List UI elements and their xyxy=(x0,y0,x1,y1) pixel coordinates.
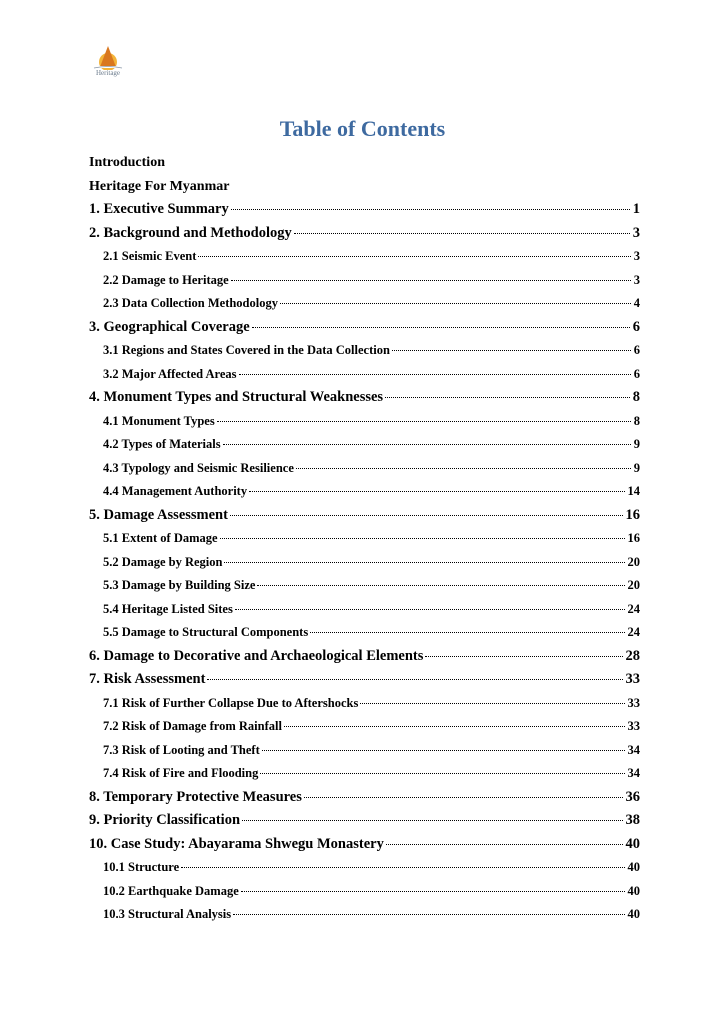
toc-entry-label: 2.3 Data Collection Methodology xyxy=(103,296,278,310)
toc-entry-page-number: 24 xyxy=(627,601,640,616)
toc-entry[interactable] xyxy=(89,598,640,622)
toc-entry-label: 8. Temporary Protective Measures xyxy=(89,788,302,805)
toc-entry[interactable] xyxy=(89,692,640,716)
toc-entry-label: 3.1 Regions and States Covered in the Data Collection xyxy=(103,343,390,357)
dot-leader xyxy=(230,515,623,516)
toc-entry-label: 10.3 Structural Analysis xyxy=(103,907,232,921)
toc-entry-label: 10.1 Structure xyxy=(103,860,180,874)
toc-entry[interactable] xyxy=(89,292,640,316)
dot-leader xyxy=(425,656,622,657)
dot-leader xyxy=(181,867,624,868)
toc-entry[interactable] xyxy=(89,856,640,880)
dot-leader xyxy=(260,773,624,774)
toc-entry[interactable] xyxy=(89,527,640,551)
toc-entry-page-number: 33 xyxy=(627,719,640,733)
toc-entry-label: 9. Priority Classification xyxy=(89,812,241,828)
dot-leader xyxy=(304,797,623,798)
toc-entry[interactable] xyxy=(89,457,640,481)
toc-entry-label: 2.2 Damage to Heritage xyxy=(103,272,229,287)
toc-entry[interactable] xyxy=(89,339,640,363)
toc-entry-label: 4.4 Management Authority xyxy=(103,484,248,498)
dot-leader xyxy=(310,632,624,633)
dot-leader xyxy=(262,750,625,751)
dot-leader xyxy=(296,468,631,469)
toc-entry[interactable] xyxy=(89,504,640,528)
toc-entry-page-number: 16 xyxy=(627,531,640,545)
toc-entry-label: 5.3 Damage by Building Size xyxy=(103,578,256,592)
logo-text: Heritage xyxy=(95,69,121,77)
toc-entry-page-number: 40 xyxy=(625,835,640,852)
toc-entry-label: 4.1 Monument Types xyxy=(103,413,215,428)
toc-entry[interactable] xyxy=(89,880,640,904)
toc-entry-label: 3.2 Major Affected Areas xyxy=(103,366,237,381)
dot-leader xyxy=(242,820,622,821)
toc-entry-page-number: 34 xyxy=(627,742,640,757)
dot-leader xyxy=(257,585,624,586)
toc-entry[interactable] xyxy=(89,480,640,504)
toc-entry[interactable] xyxy=(89,433,640,457)
toc-entry[interactable] xyxy=(89,222,640,246)
dot-leader xyxy=(284,726,625,727)
toc-entry-page-number: 9 xyxy=(633,460,640,475)
toc-entry-label: 5.1 Extent of Damage xyxy=(103,531,218,545)
dot-leader xyxy=(360,703,624,704)
toc-entry-label: 3. Geographical Coverage xyxy=(89,318,250,335)
toc-entry[interactable] xyxy=(89,715,640,739)
toc-entry-page-number: 8 xyxy=(633,413,640,428)
toc-entry[interactable] xyxy=(89,316,640,340)
toc-entry-page-number: 38 xyxy=(625,812,640,828)
toc-entry[interactable] xyxy=(89,786,640,810)
toc-entry[interactable] xyxy=(89,833,640,857)
toc-entry-label: 4.2 Types of Materials xyxy=(103,437,221,451)
dot-leader xyxy=(224,562,624,563)
toc-entry-page-number: 1 xyxy=(632,201,640,217)
toc-entry-label: 7.1 Risk of Further Collapse Due to Aftershocks xyxy=(103,695,359,710)
toc-entry-page-number: 8 xyxy=(632,389,640,405)
toc-entry[interactable] xyxy=(89,668,640,692)
toc-entry[interactable] xyxy=(89,762,640,786)
toc-entry-page-number: 3 xyxy=(633,249,640,263)
toc-entry-page-number: 28 xyxy=(625,647,640,664)
toc-entry-label: 7.4 Risk of Fire and Flooding xyxy=(103,766,259,780)
toc-entry[interactable] xyxy=(89,645,640,669)
toc-entry-label: 4.3 Typology and Seismic Resilience xyxy=(103,460,294,475)
toc-entry-page-number: 33 xyxy=(627,695,640,710)
toc-entry-page-number: 36 xyxy=(625,788,640,805)
dot-leader xyxy=(392,350,631,351)
table-of-contents xyxy=(89,151,640,927)
dot-leader xyxy=(252,327,630,328)
toc-entry[interactable] xyxy=(89,269,640,293)
toc-entry-page-number: 33 xyxy=(625,671,640,687)
dot-leader xyxy=(217,421,631,422)
toc-entry-page-number: 34 xyxy=(627,766,640,780)
toc-entry-page-number: 20 xyxy=(627,578,640,592)
dot-leader xyxy=(231,280,631,281)
dot-leader xyxy=(223,444,631,445)
toc-entry-page-number: 6 xyxy=(633,343,640,357)
toc-entry-label: 1. Executive Summary xyxy=(89,201,229,217)
toc-entry-page-number: 24 xyxy=(627,625,640,639)
toc-entry-page-number: 6 xyxy=(632,318,640,335)
toc-entry-heritage-for-myanmar[interactable]: Heritage For Myanmar xyxy=(89,178,230,194)
toc-entry-page-number: 40 xyxy=(627,883,640,898)
toc-entry[interactable] xyxy=(89,386,640,410)
toc-entry-page-number: 16 xyxy=(625,506,640,523)
toc-entry-page-number: 3 xyxy=(633,272,640,287)
dot-leader xyxy=(385,397,630,398)
toc-entry-introduction[interactable]: Introduction xyxy=(89,155,165,170)
toc-entry-label: 10.2 Earthquake Damage xyxy=(103,883,239,898)
dot-leader xyxy=(239,374,631,375)
toc-entry[interactable] xyxy=(89,903,640,927)
toc-entry-page-number: 14 xyxy=(627,484,640,498)
page-title: Table of Contents xyxy=(279,116,446,141)
toc-entry[interactable] xyxy=(89,551,640,575)
toc-entry-page-number: 20 xyxy=(627,554,640,569)
dot-leader xyxy=(231,209,630,210)
dot-leader xyxy=(220,538,625,539)
pagoda-sun-icon xyxy=(88,44,128,70)
toc-entry-page-number: 4 xyxy=(633,296,640,310)
toc-entry-label: 5.5 Damage to Structural Components xyxy=(103,625,309,639)
toc-entry-page-number: 9 xyxy=(633,437,640,451)
toc-entry[interactable] xyxy=(89,245,640,269)
dot-leader xyxy=(198,256,630,257)
dot-leader xyxy=(280,303,631,304)
toc-entry[interactable] xyxy=(89,574,640,598)
dot-leader xyxy=(249,491,624,492)
toc-entry[interactable] xyxy=(89,410,640,434)
toc-entry-label: 7.3 Risk of Looting and Theft xyxy=(103,742,260,757)
toc-entry-label: 4. Monument Types and Structural Weaknesses xyxy=(89,389,384,405)
toc-entry-label: 7. Risk Assessment xyxy=(89,671,206,687)
toc-entry[interactable] xyxy=(89,621,640,645)
dot-leader xyxy=(207,679,622,680)
dot-leader xyxy=(241,891,625,892)
toc-entry-page-number: 6 xyxy=(633,366,640,381)
toc-entry[interactable] xyxy=(89,198,640,222)
toc-entry-label: 5. Damage Assessment xyxy=(89,506,228,523)
toc-entry-label: 7.2 Risk of Damage from Rainfall xyxy=(103,719,282,733)
dot-leader xyxy=(294,233,630,234)
toc-entry-label: 6. Damage to Decorative and Archaeological Elements xyxy=(89,647,424,664)
toc-entry-label: 10. Case Study: Abayarama Shwegu Monastery xyxy=(89,835,384,852)
heritage-logo xyxy=(88,44,128,80)
toc-entry[interactable] xyxy=(89,809,640,833)
toc-entry-label: 2. Background and Methodology xyxy=(89,224,292,241)
toc-entry-page-number: 40 xyxy=(627,907,640,921)
toc-entry-label: 2.1 Seismic Event xyxy=(103,249,197,263)
toc-entry-page-number: 3 xyxy=(632,224,640,241)
dot-leader xyxy=(233,914,624,915)
dot-leader xyxy=(386,844,623,845)
dot-leader xyxy=(235,609,625,610)
toc-entry[interactable] xyxy=(89,739,640,763)
toc-entry-page-number: 40 xyxy=(627,860,640,874)
toc-entry[interactable] xyxy=(89,363,640,387)
toc-entry-label: 5.4 Heritage Listed Sites xyxy=(103,601,233,616)
toc-entry-label: 5.2 Damage by Region xyxy=(103,554,223,569)
